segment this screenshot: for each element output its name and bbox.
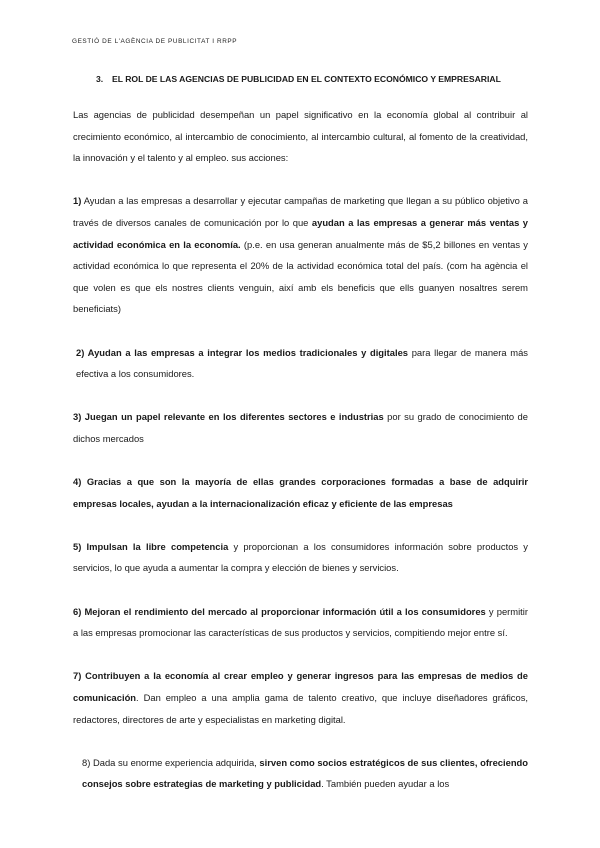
item-6-text: y permitir a las empresas promocionar las características de sus productos y servicios, compitiendo mejor entre sí. <box>73 605 528 639</box>
body-text <box>73 104 528 795</box>
item-6-bold: 6) Mejoran el rendimiento del mercado al proporcionar información útil a los consumidores <box>73 605 486 617</box>
item-1-bold: ayudan a las empresas a generar más ventas y actividad económica en la economía. <box>73 216 528 250</box>
section-number: 3. <box>96 74 104 84</box>
item-8-text-b: . También pueden ayudar a los <box>321 778 450 790</box>
section-title-text: EL ROL DE LAS AGENCIAS DE PUBLICIDAD EN EL CONTEXTO ECONÓMICO Y EMPRESARIAL <box>112 74 501 84</box>
item-8-text-a: 8) Dada su enorme experiencia adquirida, <box>82 756 260 768</box>
section-title <box>96 74 536 84</box>
item-7 <box>73 665 528 730</box>
item-3 <box>73 406 528 449</box>
item-2-bold: 2) Ayudan a las empresas a integrar los medios tradicionales y digitales <box>76 346 409 358</box>
running-header: GESTIÓ DE L'AGÈNCIA DE PUBLICITAT I RRPP <box>72 38 238 45</box>
intro-paragraph: Las agencias de publicidad desempeñan un papel significativo en la economía global al contribuir al crecimiento económico, al intercambio de conocimiento, al intercambio cultural, al fomento de la creatividad, la innovación y el talento y al empleo. sus acciones: <box>73 109 528 164</box>
item-6 <box>73 601 528 644</box>
item-1-text-a: Ayudan a las empresas a desarrollar y ejecutar campañas de marketing que llegan a su público objetivo a través de diversos canales de comunicación por lo que <box>73 195 528 228</box>
item-5-text: y proporcionan a los consumidores información sobre productos y servicios, lo que ayuda a aumentar la compra y elección de bienes y servicios. <box>73 540 528 574</box>
item-4-bold: 4) Gracias a que son la mayoría de ellas grandes corporaciones formadas a base de adquirir empresas locales, ayudan a la internacionalización eficaz y eficiente de las empresas <box>73 476 528 509</box>
item-2-text: para llegar de manera más efectiva a los consumidores. <box>76 346 528 380</box>
item-3-bold: 3) Juegan un papel relevante en los diferentes sectores e industrias <box>73 411 384 423</box>
item-7-text: . Dan empleo a una amplia gama de talento creativo, que incluye diseñadores gráficos, redactores, directores de arte y especialistas en marketing digital. <box>73 692 528 725</box>
item-3-text: por su grado de conocimiento de dichos mercados <box>73 411 528 444</box>
item-4 <box>73 471 528 514</box>
item-5-bold: 5) Impulsan la libre competencia <box>73 540 229 552</box>
item-7-bold: 7) Contribuyen a la economía al crear empleo y generar ingresos para las empresas de medios de comunicación <box>73 670 528 704</box>
item-1 <box>73 190 528 320</box>
item-5 <box>73 536 528 579</box>
item-1-number: 1) <box>73 195 82 207</box>
item-8-bold: sirven como socios estratégicos de sus clientes, ofreciendo consejos sobre estrategias de marketing y publicidad <box>82 756 529 790</box>
item-2 <box>73 342 528 385</box>
item-8 <box>73 752 528 795</box>
item-1-text-b: (p.e. en usa generan anualmente más de $5,2 billones en ventas y actividad económica lo que representa el 20% de la actividad económica total del país. (com ha agència el que volen es que els nostres clients venguin, així amb els beneficis que ells guanyen nosaltres serem beneficiats) <box>73 238 528 315</box>
